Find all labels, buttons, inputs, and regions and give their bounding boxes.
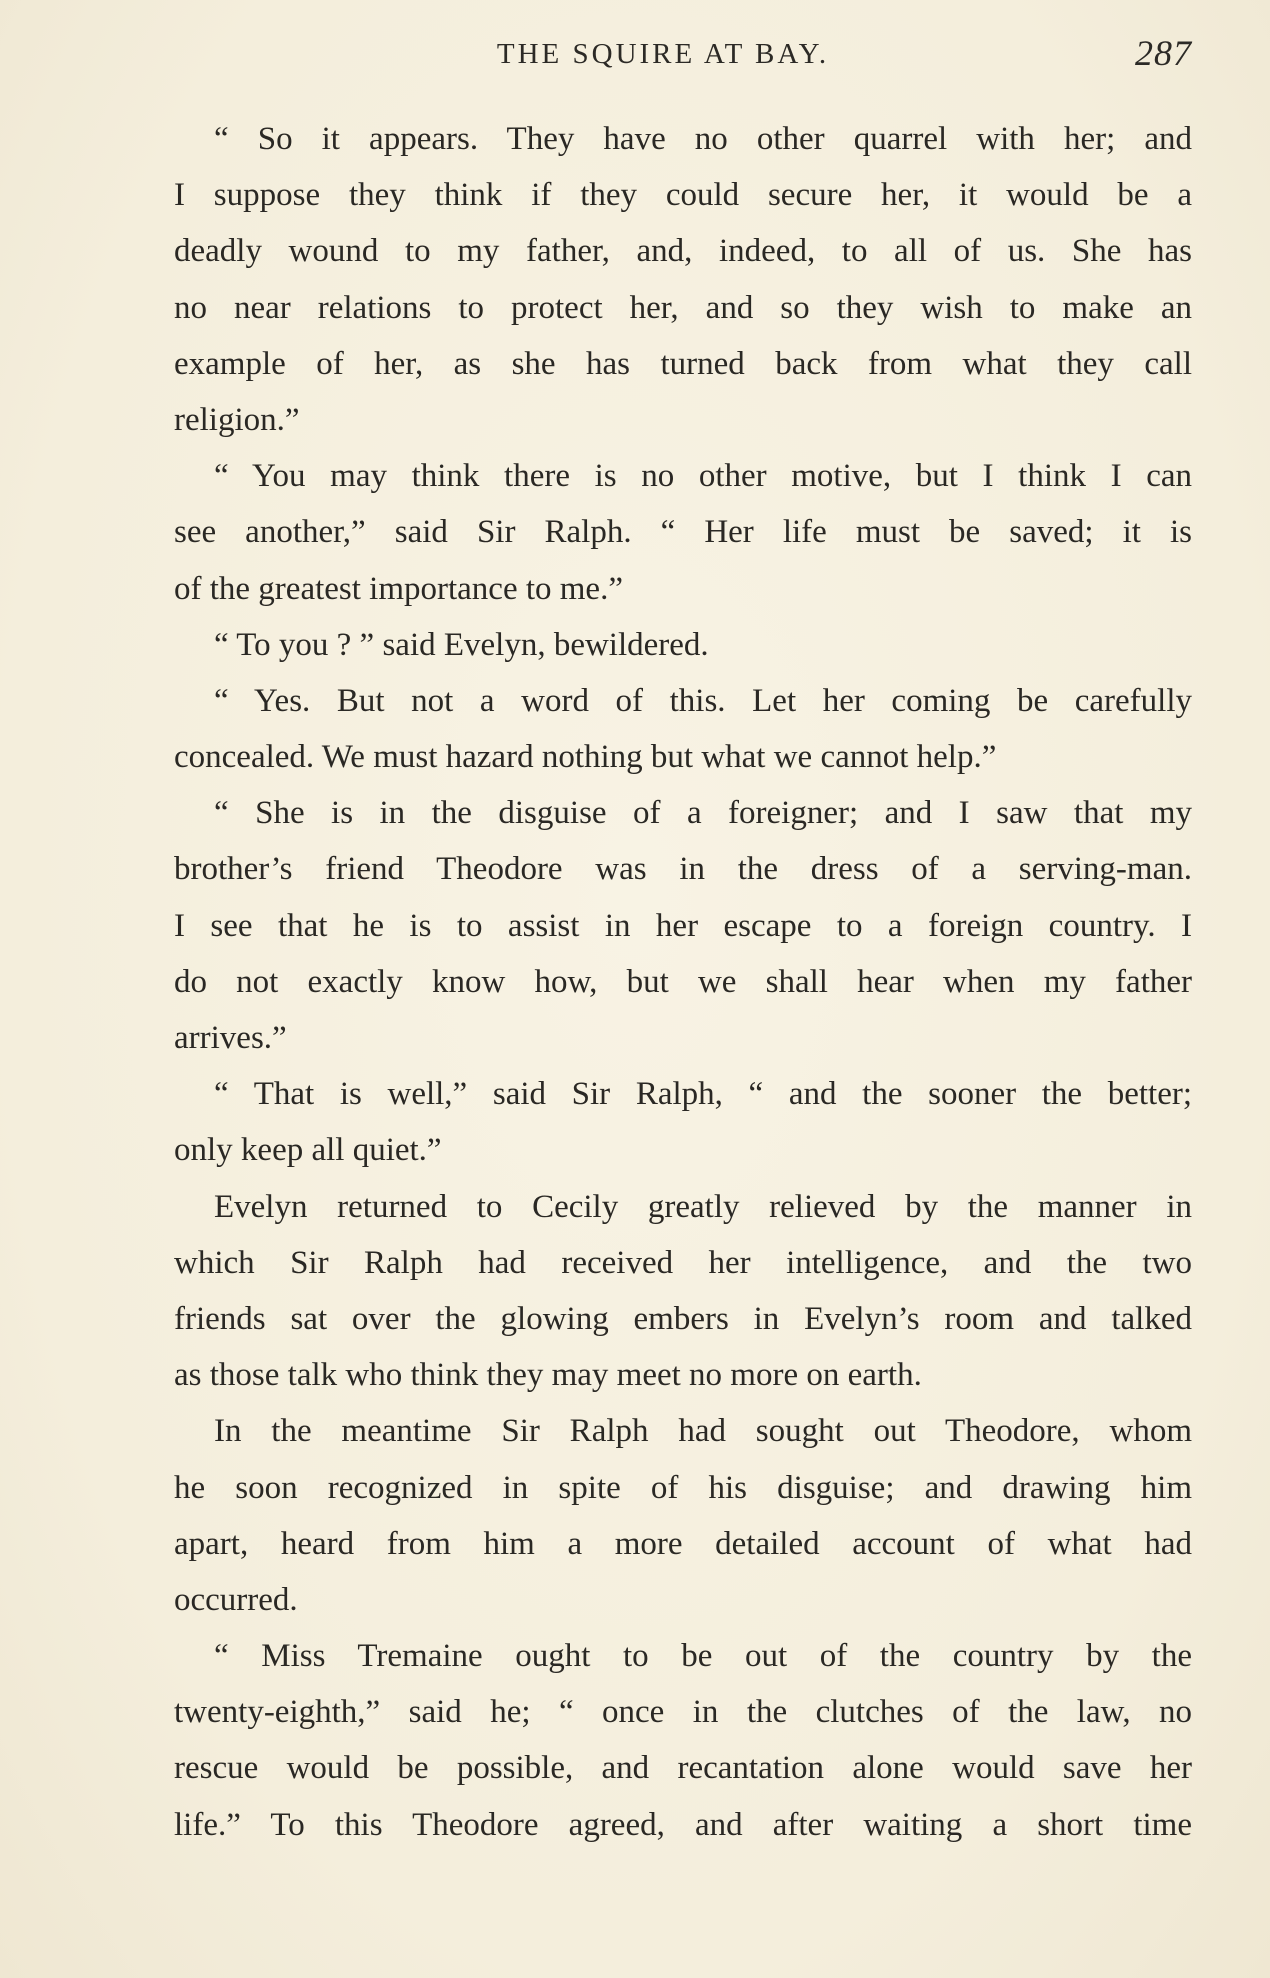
text-line: example of her, as she has turned back from what they call [174, 345, 1192, 382]
text-line: “ Miss Tremaine ought to be out of the country by the [214, 1638, 1192, 1675]
paragraph [134, 617, 1192, 673]
body-text [134, 111, 1192, 1853]
text-line: “ She is in the disguise of a foreigner; and I saw that my [214, 795, 1192, 832]
text-line: I suppose they think if they could secure her, it would be a [174, 177, 1192, 214]
text-line: “ You may think there is no other motive, but I think I can [214, 458, 1192, 495]
running-title: THE SQUIRE AT BAY. [496, 38, 830, 70]
paragraph [134, 673, 1192, 785]
text-line: deadly wound to my father, and, indeed, to all of us. She has [174, 233, 1192, 270]
text-line: rescue would be possible, and recantation alone would save her [174, 1750, 1192, 1787]
text-line: arrives.” [174, 1020, 287, 1056]
text-line: life.” To this Theodore agreed, and after waiting a short time [174, 1806, 1192, 1843]
running-head [134, 32, 1192, 82]
text-line: twenty-eighth,” said he; “ once in the clutches of the law, no [174, 1694, 1192, 1731]
text-line: “ Yes. But not a word of this. Let her coming be carefully [214, 682, 1192, 719]
text-line: Evelyn returned to Cecily greatly relieved by the manner in [214, 1188, 1192, 1225]
text-line: occurred. [174, 1581, 298, 1618]
text-line: I see that he is to assist in her escape to a foreign country. I [174, 907, 1192, 944]
paragraph [134, 1628, 1192, 1853]
text-line: see another,” said Sir Ralph. “ Her life must be saved; it is [174, 514, 1192, 551]
text-line: friends sat over the glowing embers in Evelyn’s room and talked [174, 1300, 1192, 1337]
paragraph [134, 1403, 1192, 1628]
paragraph [134, 448, 1192, 617]
text-line: only keep all quiet.” [174, 1132, 442, 1169]
text-line: religion.” [174, 401, 300, 438]
text-line: concealed. We must hazard nothing but what we cannot help.” [174, 739, 997, 776]
text-line: do not exactly know how, but we shall hear when my father [174, 963, 1192, 1000]
paragraph [134, 1179, 1192, 1404]
text-line: no near relations to protect her, and so they wish to make an [174, 289, 1192, 326]
text-line: apart, heard from him a more detailed account of what had [174, 1525, 1192, 1562]
text-line: “ So it appears. They have no other quarrel with her; and [214, 121, 1192, 157]
text-line: as those talk who think they may meet no more on earth. [174, 1357, 922, 1394]
text-line: In the meantime Sir Ralph had sought out Theodore, whom [214, 1413, 1192, 1450]
text-line: which Sir Ralph had received her intelligence, and the two [174, 1244, 1192, 1281]
text-line: he soon recognized in spite of his disguise; and drawing him [174, 1469, 1192, 1506]
text-line: of the greatest importance to me.” [174, 570, 623, 607]
paragraph [134, 111, 1192, 448]
paragraph [134, 1066, 1192, 1178]
text-line: “ That is well,” said Sir Ralph, “ and the sooner the better; [214, 1076, 1192, 1113]
text-line: brother’s friend Theodore was in the dress of a serving-man. [174, 851, 1192, 888]
page-number: 287 [1135, 33, 1192, 73]
paragraph [134, 785, 1192, 1066]
text-line: “ To you ? ” said Evelyn, bewildered. [214, 626, 709, 663]
